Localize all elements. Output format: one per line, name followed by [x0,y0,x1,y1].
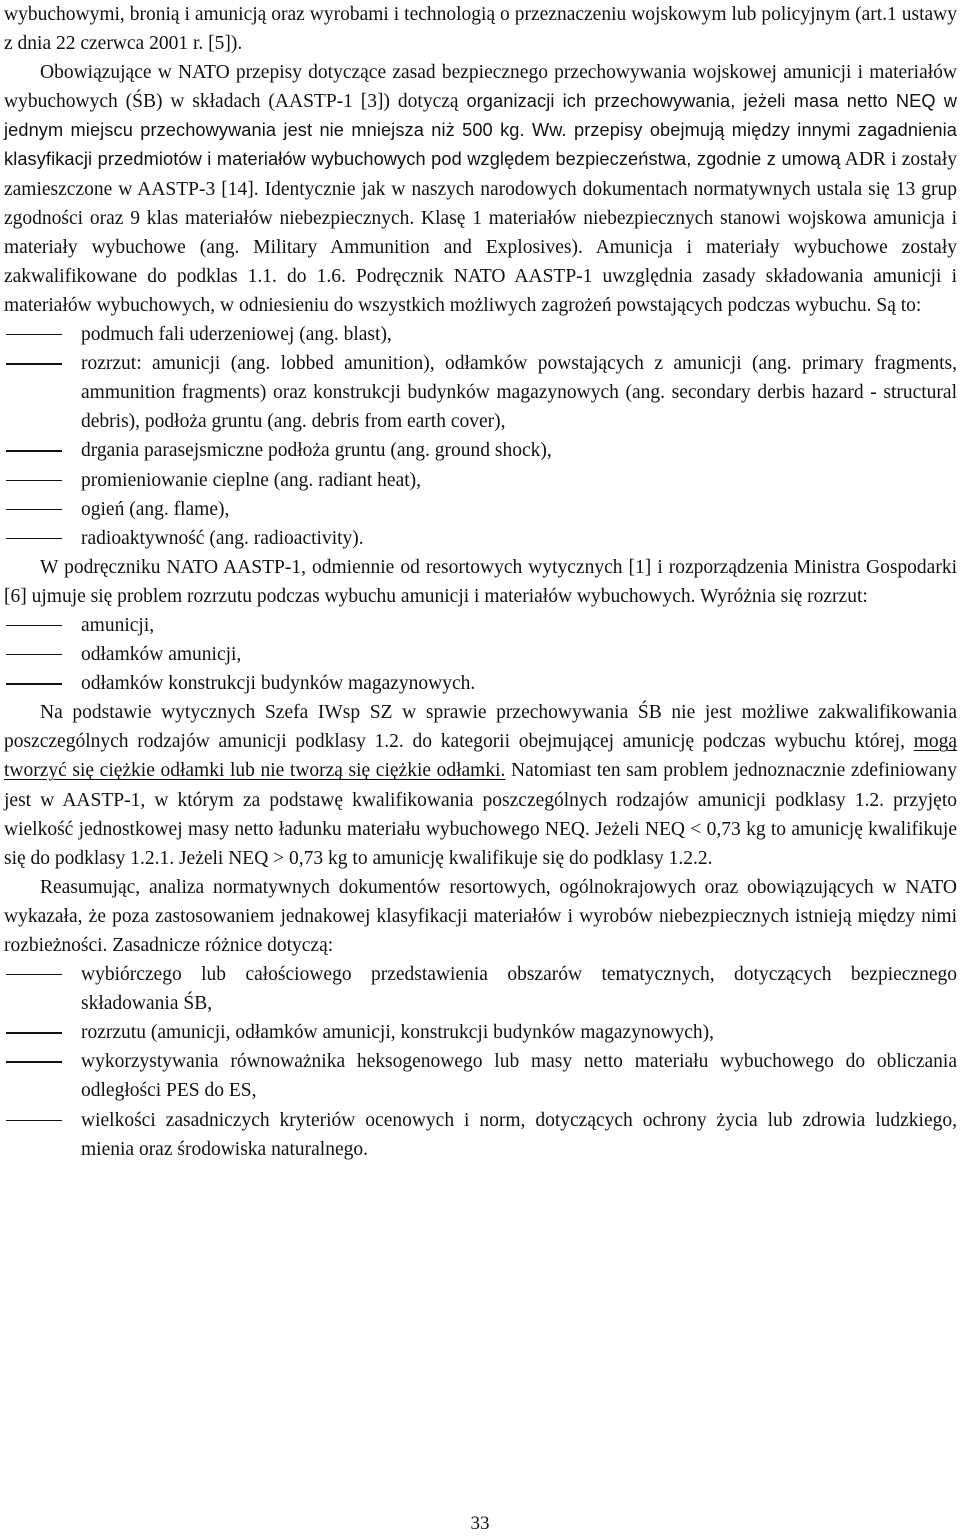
scatter-list [4,611,957,698]
paragraph-classification [4,698,957,873]
page-number: 33 [470,1513,490,1534]
paragraph-text-serif: Obowiązujące w NATO przepisy dotyczące zasad bezpiecznego przechowywania wojskowej amunicji i materiałów wybuchowych (ŚB) w składach (AASTP-1 [3]) dotyczą [4,62,957,113]
list-item: odłamków konstrukcji budynków magazynowych. [4,669,957,698]
list-item: promieniowanie cieplne (ang. radiant heat), [4,466,957,495]
paragraph-text: Natomiast ten sam problem jednoznacznie zdefiniowany jest w AASTP-1, w którym za podstawę kwalifikowania poszczególnych rodzajów amunicji podklasy 1.2. przyjęto wielkość jednostkowej masy netto ładunku materiału wybuchowego NEQ. Jeżeli NEQ < 0,73 kg to amunicję kwalifikuje się do podklasy 1.2.1. Jeżeli NEQ > 0,73 kg to amunicję kwalifikuje się do podklasy 1.2.2. [4,760,958,869]
list-item: radioaktywność (ang. radioactivity). [4,524,957,553]
paragraph-text-serif-2: ADR i zostały zamieszczone w AASTP-3 [14]. Identycznie jak w naszych narodowych dokumentach normatywnych ustala się 13 grup zgodności oraz 9 klas materiałów niebezpiecznych. Klasę 1 materiałów niebezpiecznych stanowi wojskowa amunicja i materiały wybuchowe (ang. Military Ammunition and Explosives). Amunicja i materiały wybuchowe zostały zakwalifikowane do podklas 1.1. do 1.6. Podręcznik NATO AASTP-1 uwzględnia zasady składowania amunicji i materiałów wybuchowych, w odniesieniu do wszystkich możliwych zagrożeń powstających podczas wybuchu. Są to: [4,149,957,316]
paragraph-text-sans: organizacji ich przechowywania, jeżeli masa netto NEQ w jednym miejscu przechowywania jest nie mniejsza niż 500 kg. Ww. przepisy obejmują między innymi zagadnienia klasyfikacji przedmiotów i materiałów wybuchowych pod względem bezpieczeństwa, zgodnie z umową [4,91,957,170]
list-item: rozrzut: amunicji (ang. lobbed amunition), odłamków powstających z amunicji (ang. primary fragments, ammunition fragments) oraz konstrukcji budynków magazynowych (ang. secondary derbis hazard - structural debris), podłoża gruntu (ang. debris from earth cover), [4,349,957,436]
list-item: ogień (ang. flame), [4,495,957,524]
paragraph-text: Na podstawie wytycznych Szefa IWsp SZ w sprawie przechowywania ŚB nie jest możliwe zakwalifikowania poszczególnych rodzajów amunicji podklasy 1.2. do kategorii obejmującej amunicję podczas wybuchu której, [4,702,957,753]
list-item: wielkości zasadniczych kryteriów ocenowych i norm, dotyczących ochrony życia lub zdrowia ludzkiego, mienia oraz środowiska naturalnego. [4,1106,957,1164]
list-item: podmuch fali uderzeniowej (ang. blast), [4,320,957,349]
paragraph-nato-regulations [4,58,957,320]
list-item: amunicji, [4,611,957,640]
hazards-list [4,320,957,553]
document-page [4,0,957,1164]
paragraph-aastp-manual: W podręczniku NATO AASTP-1, odmiennie od resortowych wytycznych [1] i rozporządzenia Ministra Gospodarki [6] ujmuje się problem rozrzutu podczas wybuchu amunicji i materiałów wybuchowych. Wyróżnia się rozrzut: [4,556,957,607]
list-item: rozrzutu (amunicji, odłamków amunicji, konstrukcji budynków magazynowych), [4,1018,957,1047]
underlined-text: mogą tworzyć się ciężkie odłamki lub nie tworzą się ciężkie odłamki. [4,731,958,782]
differences-list [4,960,957,1164]
list-item: odłamków amunicji, [4,640,957,669]
paragraph-summary: Reasumując, analiza normatywnych dokumentów resortowych, ogólnokrajowych oraz obowiązujących w NATO wykazała, że poza zastosowaniem jednakowej klasyfikacji materiałów i wyrobów niebezpiecznych istnieją między nimi rozbieżności. Zasadnicze różnice dotyczą: [4,876,957,956]
list-item: drgania parasejsmiczne podłoża gruntu (ang. ground shock), [4,436,957,465]
list-item: wybiórczego lub całościowego przedstawienia obszarów tematycznych, dotyczących bezpiecznego składowania ŚB, [4,960,957,1018]
list-item: wykorzystywania równoważnika heksogenowego lub masy netto materiału wybuchowego do obliczania odległości PES do ES, [4,1047,957,1105]
paragraph-continuation: wybuchowymi, bronią i amunicją oraz wyrobami i technologią o przeznaczeniu wojskowym lub policyjnym (art.1 ustawy z dnia 22 czerwca 2001 r. [5]). [4,4,957,55]
